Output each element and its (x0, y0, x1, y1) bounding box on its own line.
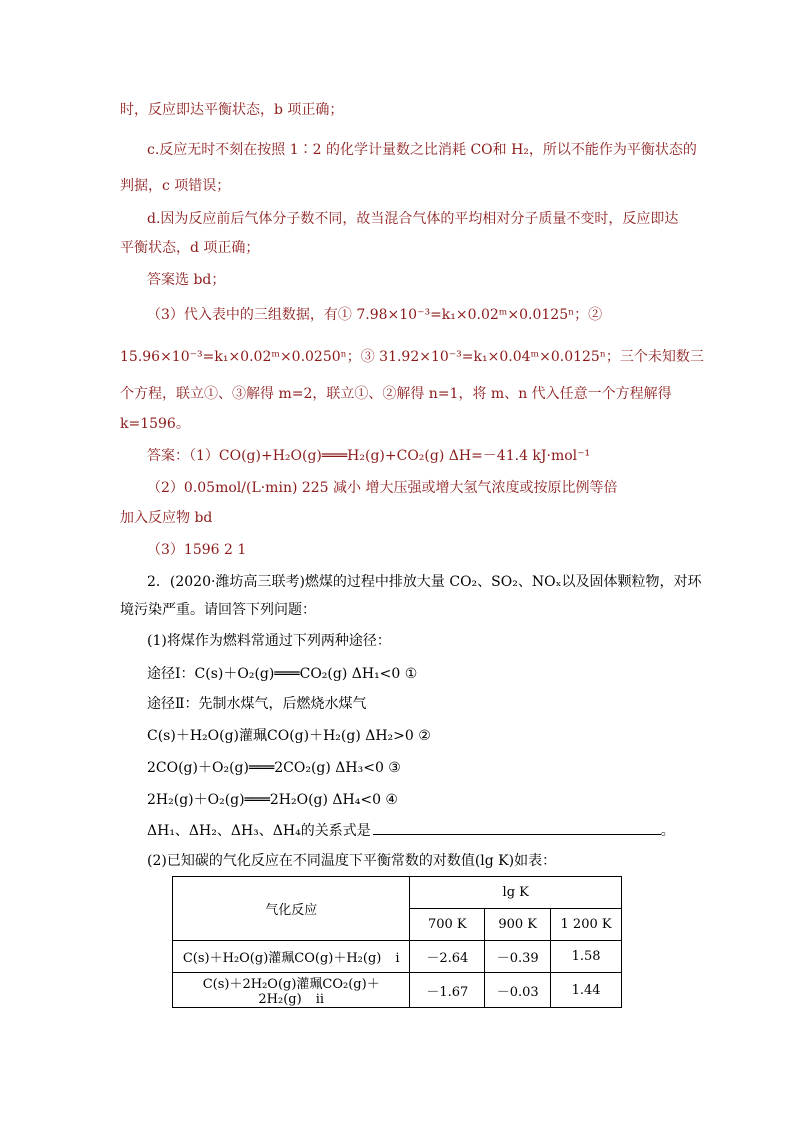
question2-stem-line1: 2．(2020·潍坊高三联考)燃煤的过程中排放大量 CO₂、SO₂、NOₓ以及固体颗粒物，对环 (147, 574, 702, 590)
relation-prefix: ΔH₁、ΔH₂、ΔH₃、ΔH₄的关系式是 (147, 823, 371, 839)
answer-blank (373, 820, 661, 835)
solution-text-d-line2: 平衡状态，d 项正确； (120, 240, 260, 256)
question2-part2-stem: (2)已知碳的气化反应在不同温度下平衡常数的对数值(lg K)如表： (147, 853, 557, 869)
answer-part3: （3）1596 2 1 (147, 542, 247, 558)
reaction-index: i (395, 951, 400, 966)
reaction-cell (173, 941, 410, 973)
equation-2: C(s)＋H₂O(g)灌珮CO(g)＋H₂(g) ΔH₂>0 ② (147, 728, 431, 744)
header-temp-1200: 1 200 K (551, 909, 622, 941)
answer-part2-line2: 加入反应物 bd (120, 510, 213, 526)
value-cell: －0.03 (485, 973, 551, 1008)
question2-stem-line2: 境污染严重。请回答下列问题： (120, 602, 316, 618)
solution-text-b-correct: 时，反应即达平衡状态，b 项正确； (120, 102, 344, 118)
solution-part3-line4: k=1596。 (120, 416, 190, 432)
reaction-formula: C(s)＋H₂O(g)灌珮CO(g)＋H₂(g) (182, 951, 382, 966)
answer-part2-line1: （2）0.05mol/(L·min) 225 减小 增大压强或增大氢气浓度或按原比例等倍 (147, 480, 618, 496)
solution-part3-line3: 个方程，联立①、③解得 m=2，联立①、②解得 n=1，将 m、n 代入任意一个方程解得 (120, 386, 672, 402)
answer-part1: 答案：（1）CO(g)+H₂O(g)═══H₂(g)+CO₂(g) ΔH=－41.4 kJ·mol⁻¹ (147, 448, 591, 464)
header-lgk: lg K (410, 877, 622, 909)
lgk-table (172, 876, 622, 1008)
value-cell: －0.39 (485, 941, 551, 973)
equation-3: 2CO(g)＋O₂(g)═══2CO₂(g) ΔH₃<0 ③ (147, 760, 401, 776)
relation-question (147, 820, 675, 841)
solution-text-d-line1: d.因为反应前后气体分子数不同，故当混合气体的平均相对分子质量不变时，反应即达 (147, 211, 679, 227)
table-row (173, 941, 622, 973)
solution-text-c-line1: c.反应无时不刻在按照 1∶2 的化学计量数之比消耗 CO和 H₂，所以不能作为平衡状态的 (147, 142, 697, 158)
value-cell: －1.67 (410, 973, 485, 1008)
value-cell: 1.58 (551, 941, 622, 973)
pathway-2-description: 途径Ⅱ：先制水煤气，后燃烧水煤气 (147, 696, 367, 712)
pathway-1-equation: 途径Ⅰ：C(s)＋O₂(g)═══CO₂(g) ΔH₁<0 ① (147, 666, 418, 682)
solution-text-c-line2: 判据，c 项错误； (120, 178, 231, 194)
header-reaction: 气化反应 (173, 877, 410, 941)
question2-part1-stem: (1)将煤作为燃料常通过下列两种途径： (147, 633, 391, 649)
solution-answer-bd: 答案选 bd； (147, 272, 226, 288)
header-temp-700: 700 K (410, 909, 485, 941)
solution-part3-line2: 15.96×10⁻³=k₁×0.02ᵐ×0.0250ⁿ；③ 31.92×10⁻³=k₁×0.04ᵐ×0.0125ⁿ；三个未知数三 (120, 349, 704, 365)
reaction-formula: C(s)＋2H₂O(g)灌珮CO₂(g)＋2H₂(g) (202, 977, 380, 1007)
relation-suffix: 。 (660, 823, 675, 839)
equation-4: 2H₂(g)＋O₂(g)═══2H₂O(g) ΔH₄<0 ④ (147, 792, 398, 808)
header-temp-900: 900 K (485, 909, 551, 941)
value-cell: －2.64 (410, 941, 485, 973)
solution-part3-line1: （3）代入表中的三组数据，有① 7.98×10⁻³=k₁×0.02ᵐ×0.0125ⁿ；② (147, 307, 603, 323)
value-cell: 1.44 (551, 973, 622, 1008)
reaction-cell (173, 973, 410, 1008)
reaction-index: ii (315, 992, 325, 1007)
table-row (173, 973, 622, 1008)
